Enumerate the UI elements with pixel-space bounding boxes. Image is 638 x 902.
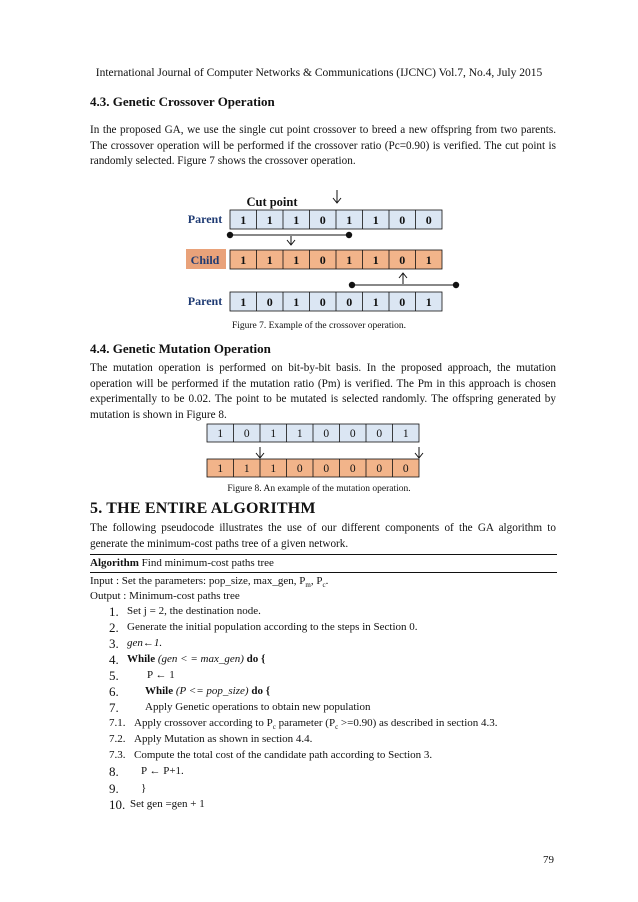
input-sub-c: c: [322, 581, 326, 590]
parent-1-bit: 0: [399, 213, 406, 227]
step-text: [127, 653, 265, 665]
step-text: Compute the total cost of the candidate path according to Section 3.: [134, 749, 433, 761]
input-end: .: [325, 575, 329, 587]
step-number: 3.: [109, 636, 119, 651]
figure-7-caption: Figure 7. Example of the crossover operation.: [231, 321, 407, 331]
algorithm-title: [90, 557, 274, 569]
crossover-text-2: parameter (P: [275, 717, 336, 729]
while-keyword: While: [127, 653, 156, 665]
input-sub-m: m: [305, 581, 311, 590]
mutation-original-bit: 1: [402, 428, 409, 440]
parent-1-label: Parent: [187, 212, 223, 226]
parent-1-bit: 1: [240, 213, 247, 227]
step-number: 1.: [109, 604, 119, 619]
segment2-end-dot: [453, 282, 459, 288]
child-bit: 1: [425, 253, 432, 267]
parent-2-bit: 1: [240, 295, 247, 309]
input-mid: , P: [310, 575, 323, 587]
parent-2-bit: 0: [266, 295, 273, 309]
mutation-result-bit: 0: [402, 463, 409, 475]
parent-2-bit: 1: [293, 295, 300, 309]
step-text: P ← P+1.: [141, 765, 184, 777]
mutation-result-bit: 1: [270, 463, 277, 475]
segment-end-dot: [346, 232, 352, 238]
while-keyword: While: [145, 685, 174, 697]
mutation-original-bit: 1: [296, 428, 303, 440]
page-number: 79: [543, 854, 554, 866]
step-text: Set gen =gen + 1: [130, 798, 205, 810]
step-text: P ← 1: [147, 669, 175, 681]
parent-2-bit: 0: [399, 295, 406, 309]
do-keyword: do {: [243, 653, 266, 665]
crossover-text-1: Apply crossover according to P: [134, 717, 273, 729]
mutation-result-bit: 0: [349, 463, 356, 475]
crossover-text-3: >=0.90) as described in section 4.3.: [338, 717, 498, 729]
step-text: Generate the initial population according to the steps in Section 0.: [127, 621, 418, 633]
mutation-original-bit: 0: [349, 428, 356, 440]
segment2-start-dot: [349, 282, 355, 288]
step-text: gen←1.: [127, 637, 163, 649]
algorithm-output: Output : Minimum-cost paths tree: [90, 590, 240, 602]
step-number: 2.: [109, 620, 119, 635]
step-text: [145, 685, 270, 697]
mutation-result-bit: 0: [296, 463, 303, 475]
section-4-3-paragraph: In the proposed GA, we use the single cut point crossover to breed a new offspring from two parents. The crossover operation will be performed if the crossover ratio (Pc=0.90) is verified. The cut point is randomly selected. Figure 7 shows the crossover operation.: [90, 124, 556, 168]
parent-1-bit: 1: [346, 213, 353, 227]
step-text: Set j = 2, the destination node.: [127, 605, 261, 617]
figure-8-mutation: [0, 420, 638, 482]
child-bit: 1: [346, 253, 353, 267]
journal-header: International Journal of Computer Networks & Communications (IJCNC) Vol.7, No.4, July 2015: [95, 67, 543, 79]
parent-1-bit: 0: [425, 213, 432, 227]
crossover-sub-1: c: [272, 723, 276, 732]
algorithm-mid-rule: [90, 572, 557, 573]
child-label: Child: [190, 253, 220, 267]
step-number: 7.2.: [109, 733, 126, 745]
input-text: Input : Set the parameters: pop_size, max_gen, P: [90, 575, 306, 587]
mutation-result-bit: 1: [243, 463, 250, 475]
parent-1-bit: 0: [319, 213, 326, 227]
child-bit: 1: [293, 253, 300, 267]
step-number: 4.: [109, 652, 119, 667]
step-text: Apply Mutation as shown in section 4.4.: [134, 733, 313, 745]
parent-2-label: Parent: [187, 294, 223, 308]
step-text: [134, 717, 498, 731]
segment-start-dot: [227, 232, 233, 238]
child-bit: 1: [240, 253, 247, 267]
mutation-result-bit: 1: [217, 463, 224, 475]
algorithm-top-rule: [90, 554, 557, 555]
child-bit: 0: [399, 253, 406, 267]
figure-8-caption: Figure 8. An example of the mutation operation.: [227, 484, 411, 494]
figure-7-crossover: [0, 185, 638, 320]
parent-2-bit: 1: [425, 295, 432, 309]
step-text: }: [141, 782, 147, 794]
crossover-sub-2: c: [335, 723, 339, 732]
step-text: Apply Genetic operations to obtain new population: [145, 701, 371, 713]
step-number: 7.1.: [109, 717, 126, 729]
parent-2-bit: 0: [319, 295, 326, 309]
step-number: 7.3.: [109, 749, 126, 761]
parent-1-bit: 1: [266, 213, 273, 227]
parent-1-bit: 1: [372, 213, 379, 227]
while-condition: (gen < = max_gen): [155, 653, 244, 665]
step-number: 5.: [109, 668, 119, 683]
parent-1-bit: 1: [293, 213, 300, 227]
child-bit: 0: [319, 253, 326, 267]
step-number: 7.: [109, 700, 119, 715]
algorithm-input: [90, 575, 328, 589]
mutation-result-bit: 0: [323, 463, 330, 475]
do-keyword: do {: [248, 685, 271, 697]
algorithm-title-text: Find minimum-cost paths tree: [138, 557, 274, 569]
mutation-original-bit: 0: [376, 428, 383, 440]
step-number: 10.: [109, 797, 126, 812]
while-condition: (P <= pop_size): [173, 685, 249, 697]
mutation-original-bit: 1: [217, 428, 224, 440]
parent-2-bit: 0: [346, 295, 353, 309]
step-number: 6.: [109, 684, 119, 699]
algorithm-title-bold: Algorithm: [90, 557, 139, 569]
mutation-original-bit: 0: [323, 428, 330, 440]
mutation-original-bit: 0: [243, 428, 250, 440]
section-4-4-heading: 4.4. Genetic Mutation Operation: [90, 341, 271, 356]
step-number: 8.: [109, 764, 119, 779]
mutation-original-bit: 1: [270, 428, 277, 440]
step-number: 9.: [109, 781, 119, 796]
section-4-3-heading: 4.3. Genetic Crossover Operation: [90, 94, 275, 109]
parent-2-bit: 1: [372, 295, 379, 309]
section-5-paragraph: The following pseudocode illustrates the use of our different components of the GA algorithm to generate the minimum-cost paths tree of a given network.: [90, 522, 556, 550]
cut-point-label: Cut point: [246, 195, 298, 209]
section-5-heading: 5. THE ENTIRE ALGORITHM: [90, 500, 316, 517]
mutation-result-bit: 0: [376, 463, 383, 475]
child-bit: 1: [372, 253, 379, 267]
section-4-4-paragraph: The mutation operation is performed on bit-by-bit basis. In the proposed approach, the mutation operation will be performed if the mutation ratio (Pm) is verified. The Pm in this approach is chosen experimentally to be 0.02. The point to be mutated is selected randomly. The offspring generated by mutation is shown in Figure 8.: [90, 362, 556, 421]
child-bit: 1: [266, 253, 273, 267]
